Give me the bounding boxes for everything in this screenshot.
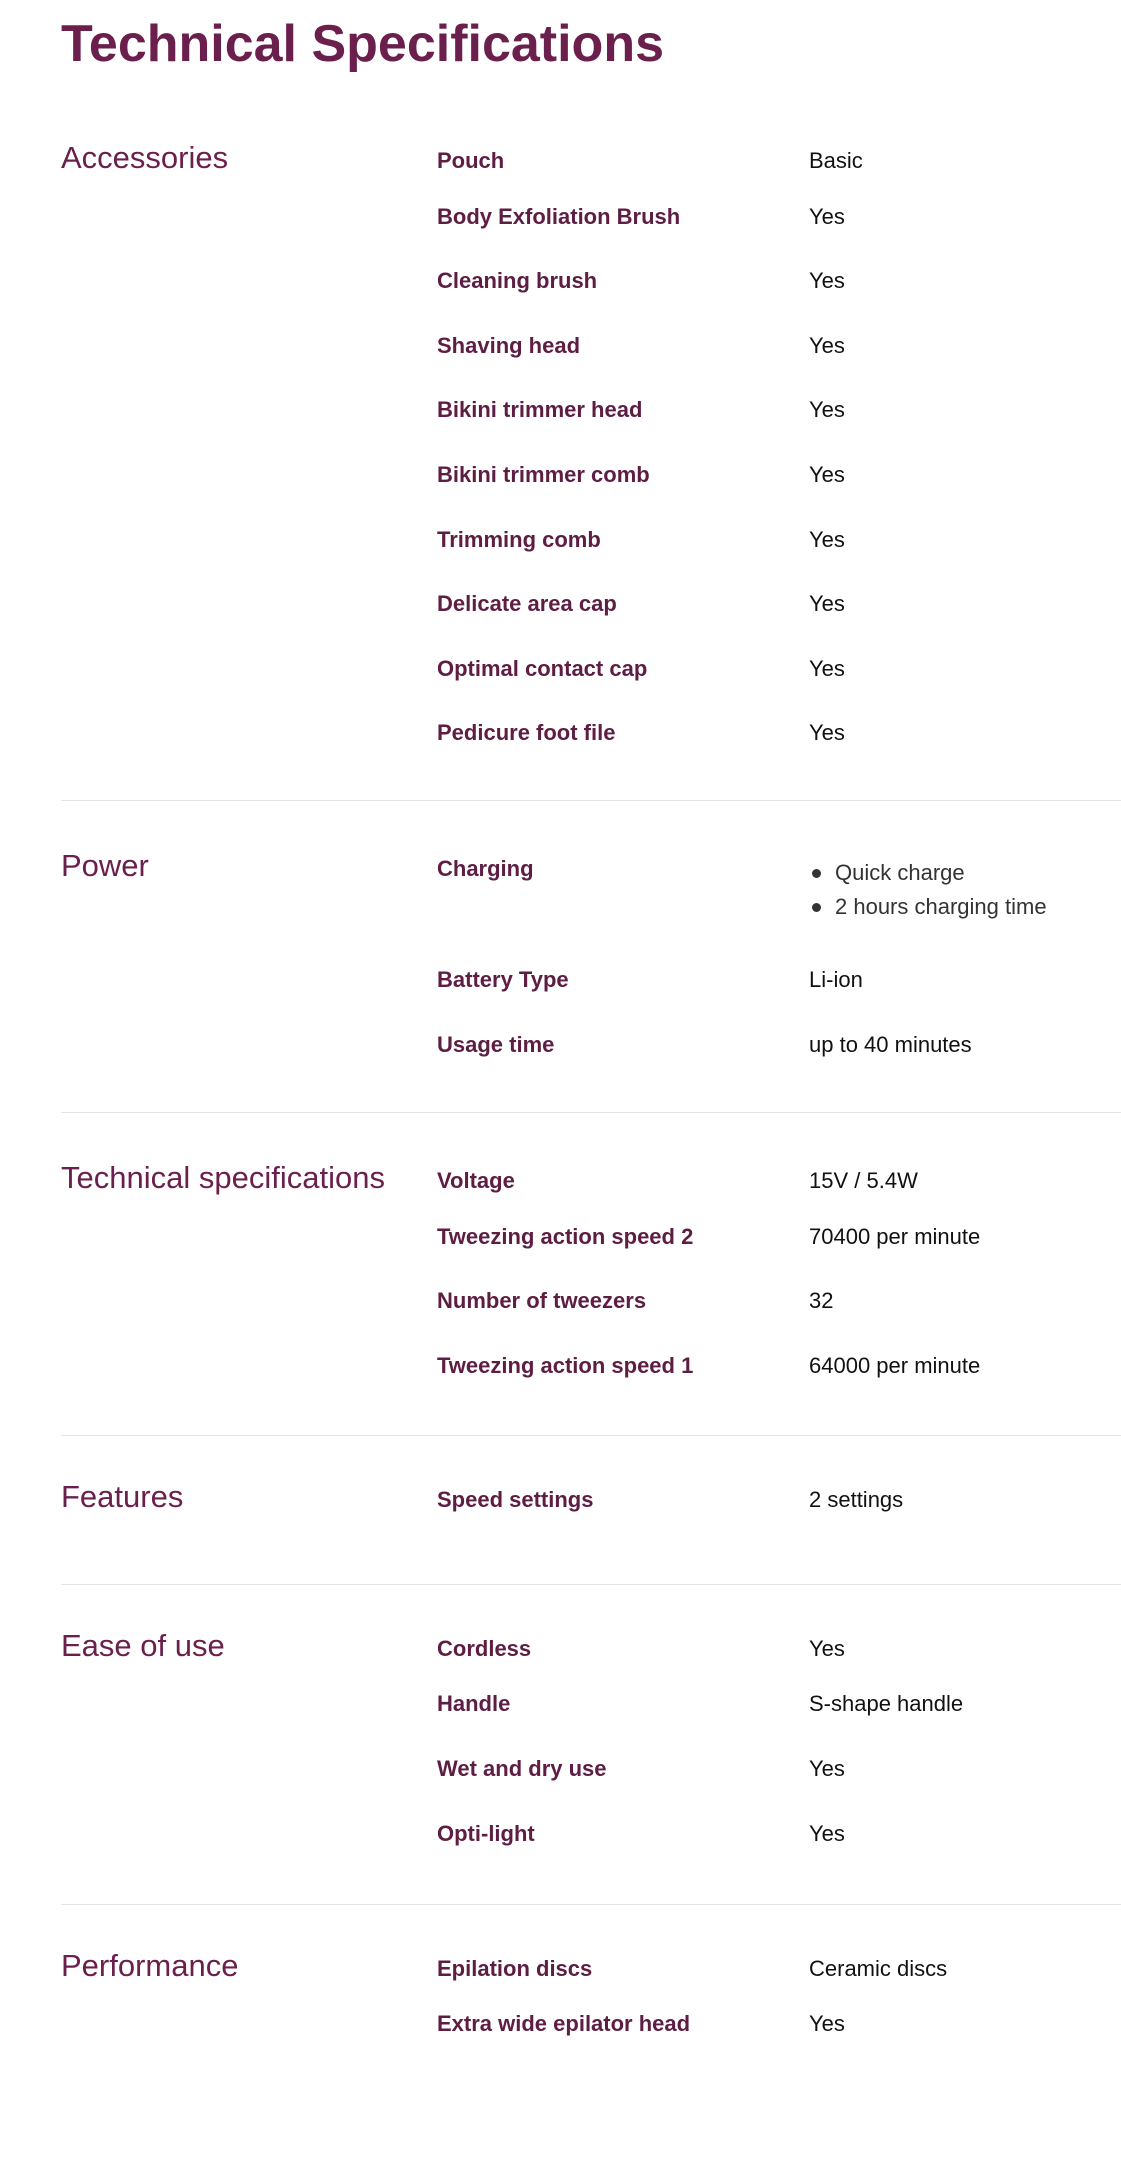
spec-value: Li-ion	[809, 967, 863, 993]
spec-name: Voltage	[437, 1167, 515, 1193]
spec-value: Yes	[809, 526, 845, 552]
spec-row	[437, 1821, 1121, 1904]
spec-row	[437, 397, 1121, 462]
spec-name: Tweezing action speed 2	[437, 1223, 694, 1249]
spec-name: Cordless	[437, 1635, 532, 1661]
spec-value: 2 settings	[809, 1486, 904, 1512]
spec-value: 70400 per minute	[809, 1223, 981, 1249]
spec-value: Yes	[809, 268, 845, 294]
spec-value: Yes	[809, 397, 845, 423]
spec-name: Epilation discs	[437, 1955, 593, 1981]
bullet-dot-icon	[812, 903, 821, 912]
section-label: Performance	[61, 1947, 239, 1983]
spec-name: Speed settings	[437, 1486, 594, 1512]
spec-rows	[437, 139, 1121, 800]
spec-row	[437, 1691, 1121, 1756]
page-title: Technical Specifications	[61, 15, 665, 73]
bullet-dot-icon	[812, 869, 821, 878]
spec-rows	[437, 1478, 1121, 1584]
spec-value: Yes	[809, 655, 845, 681]
spec-name: Usage time	[437, 1031, 555, 1057]
section-ease-of-use	[61, 1585, 1121, 1904]
spec-row	[437, 2011, 1121, 2076]
spec-row	[437, 656, 1121, 721]
spec-row	[437, 847, 1121, 967]
spec-value: 32	[809, 1288, 834, 1314]
spec-value: Yes	[809, 1755, 845, 1781]
spec-value: Yes	[809, 720, 845, 746]
spec-value: 64000 per minute	[809, 1352, 981, 1378]
spec-value: Yes	[809, 203, 845, 229]
spec-name: Optimal contact cap	[437, 655, 648, 681]
bullet-text: 2 hours charging time	[835, 894, 1047, 920]
section-features	[61, 1436, 1121, 1584]
spec-row	[437, 1288, 1121, 1353]
spec-value: up to 40 minutes	[809, 1031, 972, 1057]
spec-value: Yes	[809, 332, 845, 358]
spec-row	[437, 720, 1121, 800]
spec-row	[437, 1032, 1121, 1112]
section-label: Power	[61, 848, 149, 884]
spec-name: Battery Type	[437, 967, 569, 993]
spec-row	[437, 1224, 1121, 1289]
spec-row	[437, 268, 1121, 333]
spec-value: S-shape handle	[809, 1691, 964, 1717]
spec-name: Charging	[437, 856, 534, 882]
spec-rows	[437, 1159, 1121, 1435]
spec-row	[437, 204, 1121, 269]
spec-value: Yes	[809, 591, 845, 617]
spec-value: Basic	[809, 148, 863, 173]
spec-value: Yes	[809, 1635, 845, 1661]
spec-row	[437, 1159, 1121, 1224]
spec-row	[437, 1756, 1121, 1821]
spec-name: Handle	[437, 1691, 511, 1717]
spec-value: Yes	[809, 461, 845, 487]
bullet-text: Quick charge	[835, 860, 965, 886]
spec-row	[437, 462, 1121, 527]
spec-row	[437, 1353, 1121, 1435]
spec-row	[437, 1627, 1121, 1692]
spec-row	[437, 967, 1121, 1032]
spec-row	[437, 527, 1121, 592]
section-technical-specifications	[61, 1113, 1121, 1435]
spec-name: Wet and dry use	[437, 1755, 607, 1781]
spec-page	[61, 0, 1121, 2076]
spec-value: Yes	[809, 1820, 845, 1846]
spec-name: Body Exfoliation Brush	[437, 203, 681, 229]
section-label: Accessories	[61, 140, 229, 175]
spec-row	[437, 139, 1121, 204]
spec-name: Delicate area cap	[437, 591, 617, 617]
spec-row	[437, 591, 1121, 656]
spec-name: Bikini trimmer head	[437, 397, 643, 423]
spec-name: Trimming comb	[437, 526, 601, 552]
spec-rows	[437, 1947, 1121, 2076]
spec-rows	[437, 1627, 1121, 1904]
section-label: Ease of use	[61, 1627, 225, 1663]
spec-value: 15V / 5.4W	[809, 1167, 918, 1193]
spec-name: Pouch	[437, 148, 505, 173]
spec-value: Yes	[809, 2011, 845, 2037]
spec-name: Extra wide epilator head	[437, 2011, 691, 2037]
section-accessories	[61, 135, 1121, 800]
section-label: Features	[61, 1478, 184, 1514]
spec-name: Shaving head	[437, 332, 581, 358]
spec-rows	[437, 847, 1121, 1112]
spec-row	[437, 1947, 1121, 2012]
spec-value: Ceramic discs	[809, 1955, 948, 1981]
bullet-list	[809, 856, 1121, 924]
spec-name: Bikini trimmer comb	[437, 461, 650, 487]
spec-name: Opti-light	[437, 1820, 535, 1846]
spec-value	[809, 856, 1121, 924]
section-label: Technical specifications	[61, 1159, 385, 1195]
spec-name: Tweezing action speed 1	[437, 1352, 694, 1378]
spec-name: Number of tweezers	[437, 1288, 647, 1314]
section-power	[61, 801, 1121, 1112]
spec-name: Cleaning brush	[437, 268, 598, 294]
spec-row	[437, 333, 1121, 398]
spec-row	[437, 1478, 1121, 1584]
spec-name: Pedicure foot file	[437, 720, 616, 746]
bullet-item	[809, 880, 1121, 924]
section-performance	[61, 1905, 1121, 2076]
